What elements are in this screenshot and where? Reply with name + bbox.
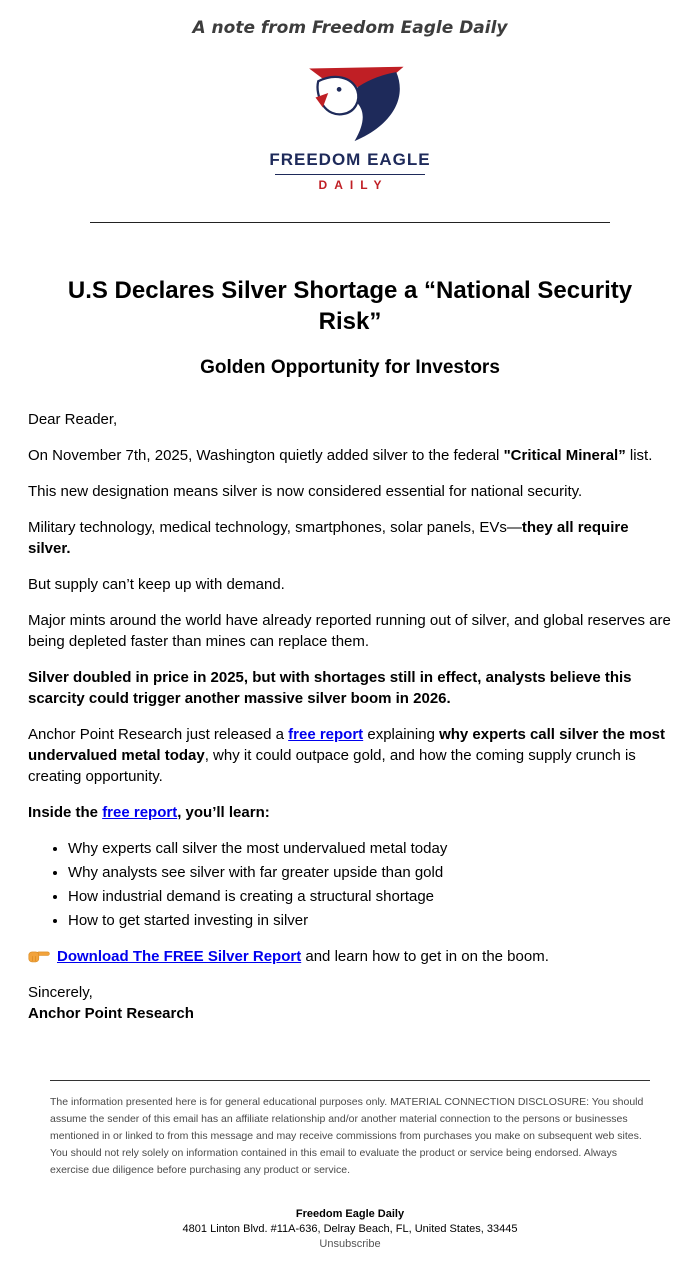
bullet-item: • Why analysts see silver with far greater upside than gold	[68, 862, 672, 883]
text-segment: Inside the	[28, 804, 103, 822]
brand-logo	[0, 60, 700, 192]
signoff: Sincerely,	[28, 984, 93, 1002]
text-segment: Anchor Point Research just released a	[28, 726, 289, 744]
text-segment: Military technology, medical technology, smartphones, solar panels, EVs—	[28, 519, 522, 537]
header-note: A note from Freedom Eagle Daily	[192, 18, 508, 38]
signature: Anchor Point Research	[28, 1005, 194, 1023]
text-segment: list.	[625, 447, 653, 465]
paragraph-mints: Major mints around the world have already reported running out of silver, and global reserves are being depleted faster than mines can replace them.	[28, 612, 671, 651]
disclaimer-text: The information presented here is for general educational purposes only. MATERIAL CONNECTION DISCLOSURE: You should assume the sender of this email has an affiliate relationship and/or another material connection to the persons or businesses mentioned in or linked to from this message and may receive commissions from purchases you make on subsequent web sites. You should not rely solely on information contained in this email to evaluate the product or service being endorsed. Always exercise due diligence before purchasing any product or service.	[50, 1096, 644, 1176]
benefits-list	[48, 838, 672, 931]
free-report-link-2[interactable]: free report	[102, 804, 178, 822]
top-divider	[90, 222, 610, 223]
greeting: Dear Reader,	[28, 411, 118, 429]
paragraph-critical-mineral	[28, 445, 672, 466]
download-report-link[interactable]: Download The FREE Silver Report	[57, 948, 302, 966]
unsubscribe-link[interactable]: Unsubscribe	[319, 1238, 381, 1251]
text-segment: , why it could outpace gold, and how the coming supply crunch is creating opportunity.	[28, 747, 636, 786]
text-segment-bold: why experts call silver the most undervalued metal today	[28, 726, 666, 765]
footer-address: 4801 Linton Blvd. #11A-636, Delray Beach, FL, United States, 33445	[182, 1223, 518, 1236]
text-segment: On November 7th, 2025, Washington quietly added silver to the federal	[28, 447, 504, 465]
paragraph-supply: But supply can’t keep up with demand.	[28, 576, 285, 594]
bullet-item: • How industrial demand is creating a structural shortage	[68, 886, 672, 907]
text-segment-bold: they all require silver.	[28, 519, 629, 558]
text-segment-bold: "Critical Mineral”	[503, 447, 626, 465]
bullet-item: • How to get started investing in silver	[68, 910, 672, 931]
disclaimer-section	[50, 1080, 650, 1178]
paragraph-military	[28, 517, 672, 559]
footer-company: Freedom Eagle Daily	[295, 1208, 405, 1221]
paragraph-designation: This new designation means silver is now considered essential for national security.	[28, 483, 583, 501]
free-report-link[interactable]: free report	[288, 726, 364, 744]
email-content	[0, 409, 700, 1024]
paragraph-anchor-report	[28, 724, 672, 787]
cta-line	[28, 946, 672, 967]
brand-name: FREEDOM EAGLE	[269, 150, 431, 169]
brand-divider	[275, 174, 425, 175]
eagle-logo-icon	[291, 60, 409, 146]
pointing-hand-icon	[28, 948, 50, 963]
text-segment: explaining	[363, 726, 440, 744]
email-footer	[0, 1208, 700, 1274]
paragraph-doubled: Silver doubled in price in 2025, but with shortages still in effect, analysts believe this scarcity could trigger another massive silver boom in 2026.	[28, 669, 632, 708]
brand-daily-label: DAILY	[318, 178, 389, 192]
subheadline: Golden Opportunity for Investors	[200, 357, 500, 379]
headline: U.S Declares Silver Shortage a “National Security Risk”	[67, 277, 633, 336]
text-segment: , you’ll learn:	[177, 804, 270, 822]
text-segment: and learn how to get in on the boom.	[301, 948, 549, 966]
bullet-item: • Why experts call silver the most undervalued metal today	[68, 838, 672, 859]
paragraph-inside	[28, 802, 672, 823]
